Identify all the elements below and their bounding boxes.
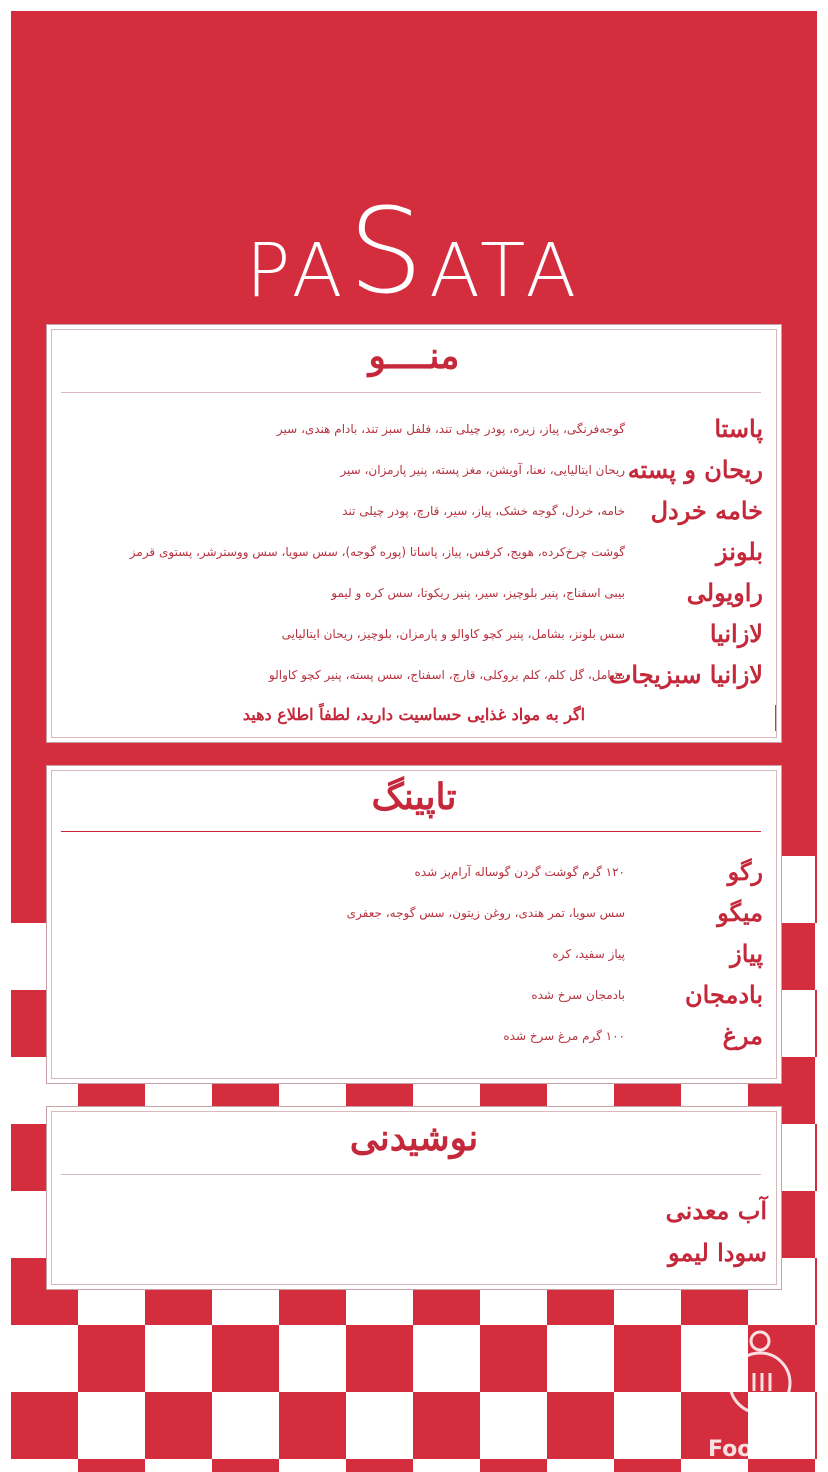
topping-item [47, 975, 781, 1015]
menu-item [47, 409, 781, 449]
topping-desc: سس سویا، تمر هندی، روغن زیتون، سس گوجه، جعفری [346, 906, 625, 920]
menu-item-name: لازانیا [709, 619, 763, 648]
menu-item [47, 532, 781, 572]
menu-divider [61, 392, 761, 393]
topping-name: مرغ [722, 1021, 763, 1050]
watermark [708, 1315, 808, 1472]
topping-item [47, 1016, 781, 1056]
menu-item-desc: سس بلونز، بشامل، پنیر کچو کاوالو و پارمزان، بلوچیز، ریحان ایتالیایی [281, 627, 625, 641]
menu-item [47, 491, 781, 531]
drink-item: سودا لیمو [667, 1238, 767, 1267]
logo-pre: PA [245, 228, 349, 314]
topping-name: رگو [727, 857, 763, 886]
menu-item [47, 450, 781, 490]
menu-item-name: خامه خردل [650, 496, 763, 525]
toppings-divider [61, 831, 761, 832]
menu-item-name: ریحان و پسته [627, 455, 763, 484]
menu-item-desc: گوجه‌فرنگی، پیاز، زیره، پودر چیلی تند، فلفل سبز تند، بادام هندی، سیر [276, 422, 625, 436]
topping-desc: بادمجان سرخ شده [531, 988, 625, 1002]
toppings-panel [46, 765, 782, 1084]
topping-desc: پیاز سفید، کره [552, 947, 625, 961]
drinks-panel [46, 1106, 782, 1290]
menu-item-desc: گوشت چرخ‌کرده، هویج، کرفس، پیاز، پاساتا (پوره گوجه)، سس سویا، سس ووسترشر، پستوی قرمز [129, 545, 625, 559]
topping-desc: ۱۰۰ گرم مرغ سرخ شده [503, 1029, 625, 1043]
chef-hat-icon [708, 1315, 808, 1425]
drinks-title: نوشیدنی [349, 1117, 479, 1159]
menu-item-name: لازانیا سبزیجات [608, 660, 763, 689]
drinks-divider [61, 1174, 761, 1175]
topping-name: میگو [717, 898, 763, 927]
logo-post: ATA [429, 228, 583, 314]
menu-item-desc: بشامل، گل کلم، کلم بروکلی، قارچ، اسفناج، سس پسته، پنیر کچو کاوالو [268, 668, 625, 682]
toppings-title: تاپینگ [371, 776, 457, 818]
topping-name: بادمجان [685, 980, 763, 1009]
topping-item [47, 893, 781, 933]
menu-panel [46, 324, 782, 743]
watermark-text: Foo [708, 1437, 753, 1462]
note-bar [775, 705, 776, 731]
menu-item-desc: بیبی اسفناج، پنیر بلوچیز، سیر، پنیر ریکوتا، سس کره و لیمو [331, 586, 625, 600]
menu-item-name: بلونز [716, 537, 763, 566]
menu-item [47, 655, 781, 695]
menu-item [47, 573, 781, 613]
topping-item [47, 852, 781, 892]
menu-title: منــــو [368, 335, 460, 377]
allergy-note: اگر به مواد غذایی حساسیت دارید، لطفاً اطلاع دهید [242, 705, 586, 724]
topping-item [47, 934, 781, 974]
logo-tall-letter: S [348, 182, 430, 320]
drink-item: آب معدنی [665, 1196, 767, 1225]
menu-item-name: راویولی [686, 578, 763, 607]
topping-desc: ۱۲۰ گرم گوشت گردن گوساله آرام‌پز شده [414, 865, 625, 879]
menu-item [47, 614, 781, 654]
menu-item-desc: خامه، خردل، گوجه خشک، پیاز، سیر، قارچ، پودر چیلی تند [342, 504, 625, 518]
pasata-logo [0, 182, 828, 326]
menu-item-desc: ریحان ایتالیایی، نعنا، آویشن، مغز پسته، پنیر پارمزان، سیر [340, 463, 625, 477]
menu-item-name: پاستا [714, 414, 763, 443]
topping-name: پیاز [730, 939, 763, 968]
